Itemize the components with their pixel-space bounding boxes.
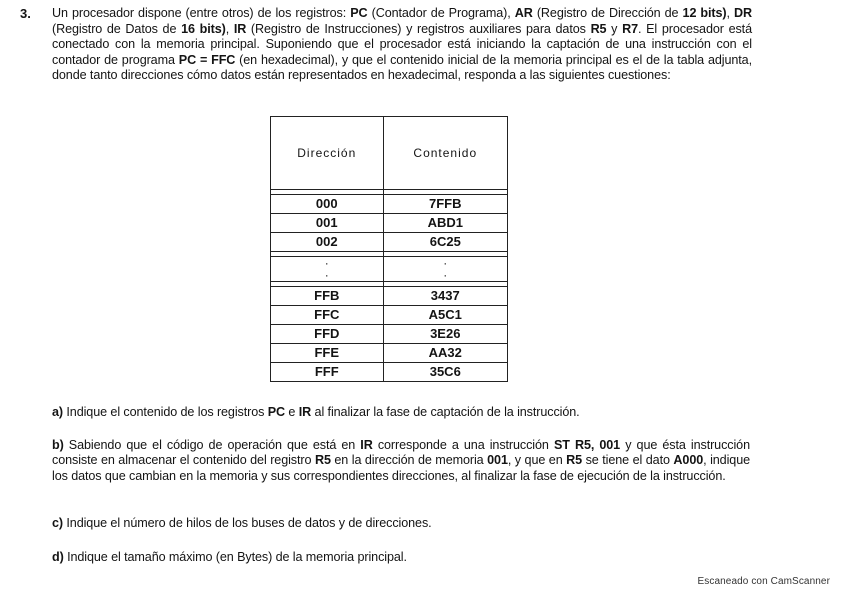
ellipsis-cell bbox=[271, 257, 384, 282]
bold-term: 12 bits) bbox=[682, 6, 727, 20]
bold-term: AR bbox=[514, 6, 533, 20]
content-cell: ABD1 bbox=[383, 214, 507, 233]
address-cell: FFE bbox=[271, 344, 384, 363]
table-row bbox=[271, 325, 508, 344]
scanner-watermark: Escaneado con CamScanner bbox=[697, 576, 830, 587]
bold-term: 001 bbox=[487, 453, 508, 468]
text-run: Indique el tamaño máximo (en Bytes) de la memoria principal. bbox=[63, 550, 407, 564]
bold-term: PC bbox=[267, 405, 286, 419]
address-cell: FFB bbox=[271, 287, 384, 306]
table-row bbox=[271, 363, 508, 382]
bold-term: R5 bbox=[566, 453, 583, 468]
subquestion-label: c) bbox=[52, 516, 63, 530]
bold-term: R7 bbox=[622, 21, 639, 36]
text-run: (Contador de Programa), bbox=[367, 6, 515, 20]
text-run: e bbox=[285, 405, 299, 419]
table-row bbox=[271, 214, 508, 233]
bold-term: IR bbox=[233, 21, 247, 36]
ellipsis-cell bbox=[383, 257, 507, 282]
memory-table-header bbox=[271, 117, 508, 190]
subquestion-a bbox=[52, 405, 750, 420]
bold-term: R5 bbox=[590, 21, 607, 36]
subquestion-label: a) bbox=[52, 405, 63, 419]
bold-term: ST R5, 001 bbox=[553, 438, 621, 452]
text-run: Indique el contenido de los registros bbox=[63, 405, 268, 419]
question-intro bbox=[52, 6, 752, 84]
text-run: en la dirección de memoria bbox=[330, 453, 488, 468]
bold-term: IR bbox=[360, 438, 373, 452]
ellipsis-dot: · bbox=[443, 256, 448, 270]
memory-table bbox=[270, 116, 508, 382]
text-run: al finalizar la fase de captación de la instrucción. bbox=[311, 405, 580, 419]
address-cell: FFC bbox=[271, 306, 384, 325]
address-cell: 000 bbox=[271, 195, 384, 214]
text-run: (Registro de Instrucciones) y registros auxiliares para datos bbox=[246, 21, 591, 36]
bold-term: PC = FFC bbox=[178, 52, 236, 67]
address-cell: FFD bbox=[271, 325, 384, 344]
text-run: , bbox=[225, 21, 234, 36]
bold-term: DR bbox=[734, 6, 753, 20]
question-number: 3. bbox=[20, 6, 31, 21]
subquestion-d bbox=[52, 550, 750, 565]
bold-term: A000 bbox=[673, 453, 704, 468]
subquestion-label: b) bbox=[52, 438, 64, 452]
table-row bbox=[271, 233, 508, 252]
ellipsis-dot: · bbox=[324, 268, 329, 282]
ellipsis-dot: · bbox=[443, 268, 448, 282]
header-address: Dirección bbox=[271, 117, 384, 190]
text-run: y que ésta instrucción consiste en almacenar el contenido del registro bbox=[52, 438, 750, 468]
text-run: , y que en bbox=[507, 453, 567, 468]
table-row bbox=[271, 306, 508, 325]
table-row bbox=[271, 287, 508, 306]
text-run: Un procesador dispone (entre otros) de los registros: bbox=[52, 6, 351, 20]
text-run: Indique el número de hilos de los buses de datos y de direcciones. bbox=[63, 516, 432, 530]
bold-term: IR bbox=[298, 405, 312, 419]
subquestion-label: d) bbox=[52, 550, 64, 564]
text-run: . El procesador está conectado con la memoria principal. Suponiendo que el procesador está iniciando la captación de una instrucción con el contador de programa bbox=[52, 21, 752, 67]
content-cell: 35C6 bbox=[383, 363, 507, 382]
table-row bbox=[271, 344, 508, 363]
bold-term: 16 bits) bbox=[181, 21, 226, 36]
text-run: (Registro de Datos de bbox=[52, 21, 182, 36]
text-run: se tiene el dato bbox=[582, 453, 674, 468]
ellipsis-dot: · bbox=[324, 256, 329, 270]
subquestion-c bbox=[52, 516, 750, 531]
ellipsis-row bbox=[271, 257, 508, 282]
text-run: (en hexadecimal), y que el contenido inicial de la memoria principal es el de la tabla adjunta, donde tanto direcciones cómo datos están representados en hexadecimal, responda a las siguientes cuestiones: bbox=[52, 52, 752, 83]
content-cell: 3E26 bbox=[383, 325, 507, 344]
text-run: Sabiendo que el código de operación que está en bbox=[63, 438, 361, 452]
content-cell: A5C1 bbox=[383, 306, 507, 325]
text-run: y bbox=[606, 21, 623, 36]
text-run: , indique los datos que cambian en la memoria y sus correspondientes direcciones, al finalizar la fase de ejecución de la instrucción. bbox=[52, 453, 751, 483]
content-cell: 6C25 bbox=[383, 233, 507, 252]
content-cell: 3437 bbox=[383, 287, 507, 306]
content-cell: AA32 bbox=[383, 344, 507, 363]
bold-term: R5 bbox=[314, 453, 331, 468]
bold-term: PC bbox=[350, 6, 368, 20]
text-run: corresponde a una instrucción bbox=[372, 438, 554, 452]
address-cell: 002 bbox=[271, 233, 384, 252]
text-run: , bbox=[726, 6, 735, 20]
text-run: (Registro de Dirección de bbox=[532, 6, 683, 20]
address-cell: FFF bbox=[271, 363, 384, 382]
table-row bbox=[271, 195, 508, 214]
header-content: Contenido bbox=[383, 117, 507, 190]
address-cell: 001 bbox=[271, 214, 384, 233]
content-cell: 7FFB bbox=[383, 195, 507, 214]
subquestion-b bbox=[52, 438, 750, 484]
